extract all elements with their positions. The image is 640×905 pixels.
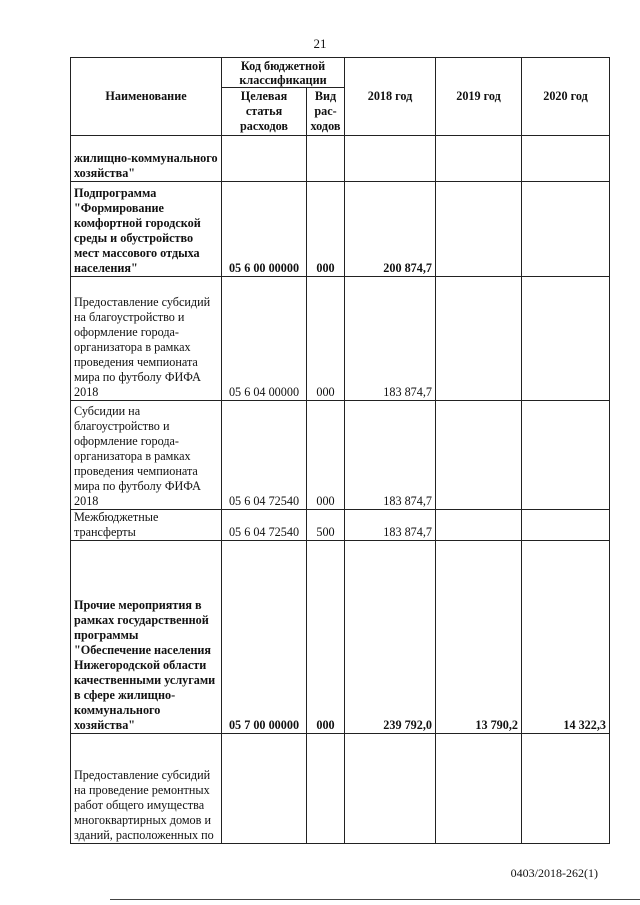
page-number: 21	[313, 36, 327, 51]
row-name: Межбюджетные трансферты	[71, 510, 222, 541]
row-2020	[522, 510, 610, 541]
row-2018: 183 874,7	[345, 401, 436, 510]
row-name: Субсидии на благоустройство и оформление города-организатора в рамках проведения чемпионата мира по футболу ФИФА 2018	[71, 401, 222, 510]
header-2020: 2020 год	[522, 58, 610, 136]
row-code: 05 7 00 00000	[222, 541, 307, 734]
row-vid	[307, 136, 345, 182]
row-code: 05 6 00 00000	[222, 182, 307, 277]
row-2020	[522, 734, 610, 844]
row-2019	[436, 401, 522, 510]
row-2020	[522, 136, 610, 182]
row-2019	[436, 734, 522, 844]
table-row	[71, 401, 610, 510]
header-expense-type: Вид рас-ходов	[307, 88, 345, 136]
table-row	[71, 510, 610, 541]
row-vid: 000	[307, 541, 345, 734]
row-2019	[436, 277, 522, 401]
row-vid	[307, 734, 345, 844]
header-name: Наименование	[71, 58, 222, 136]
row-code	[222, 136, 307, 182]
bottom-divider	[110, 899, 640, 900]
table-row	[71, 136, 610, 182]
row-2019	[436, 136, 522, 182]
row-code: 05 6 04 72540	[222, 401, 307, 510]
table-row	[71, 734, 610, 844]
row-code	[222, 734, 307, 844]
row-2018	[345, 734, 436, 844]
table-row	[71, 541, 610, 734]
row-2018	[345, 136, 436, 182]
row-name: жилищно-коммунального хозяйства"	[71, 136, 222, 182]
row-2019	[436, 510, 522, 541]
row-vid: 000	[307, 182, 345, 277]
table-row	[71, 277, 610, 401]
table-row	[71, 182, 610, 277]
row-2019	[436, 182, 522, 277]
row-2018: 183 874,7	[345, 510, 436, 541]
header-2019: 2019 год	[436, 58, 522, 136]
row-name: Предоставление субсидий на благоустройство и оформление города-организатора в рамках проведения чемпионата мира по футболу ФИФА 2018	[71, 277, 222, 401]
row-2018: 183 874,7	[345, 277, 436, 401]
document-code: 0403/2018-262(1)	[510, 866, 598, 880]
header-2018: 2018 год	[345, 58, 436, 136]
budget-table	[70, 57, 610, 844]
row-2020: 14 322,3	[522, 541, 610, 734]
row-name: Предоставление субсидий на проведение ремонтных работ общего имущества многоквартирных домов и зданий, расположенных по	[71, 734, 222, 844]
row-2020	[522, 401, 610, 510]
row-vid: 500	[307, 510, 345, 541]
row-2019: 13 790,2	[436, 541, 522, 734]
row-2020	[522, 182, 610, 277]
header-code-group: Код бюджетной классификации	[222, 58, 345, 88]
header-target-article: Целевая статья расходов	[222, 88, 307, 136]
row-2018: 239 792,0	[345, 541, 436, 734]
row-2018: 200 874,7	[345, 182, 436, 277]
row-code: 05 6 04 72540	[222, 510, 307, 541]
row-code: 05 6 04 00000	[222, 277, 307, 401]
row-vid: 000	[307, 401, 345, 510]
row-vid: 000	[307, 277, 345, 401]
row-2020	[522, 277, 610, 401]
row-name: Прочие мероприятия в рамках государственной программы "Обеспечение населения Нижегородской области качественными услугами в сфере жилищно-коммунального хозяйства"	[71, 541, 222, 734]
row-name: Подпрограмма "Формирование комфортной городской среды и обустройство мест массового отдыха населения"	[71, 182, 222, 277]
